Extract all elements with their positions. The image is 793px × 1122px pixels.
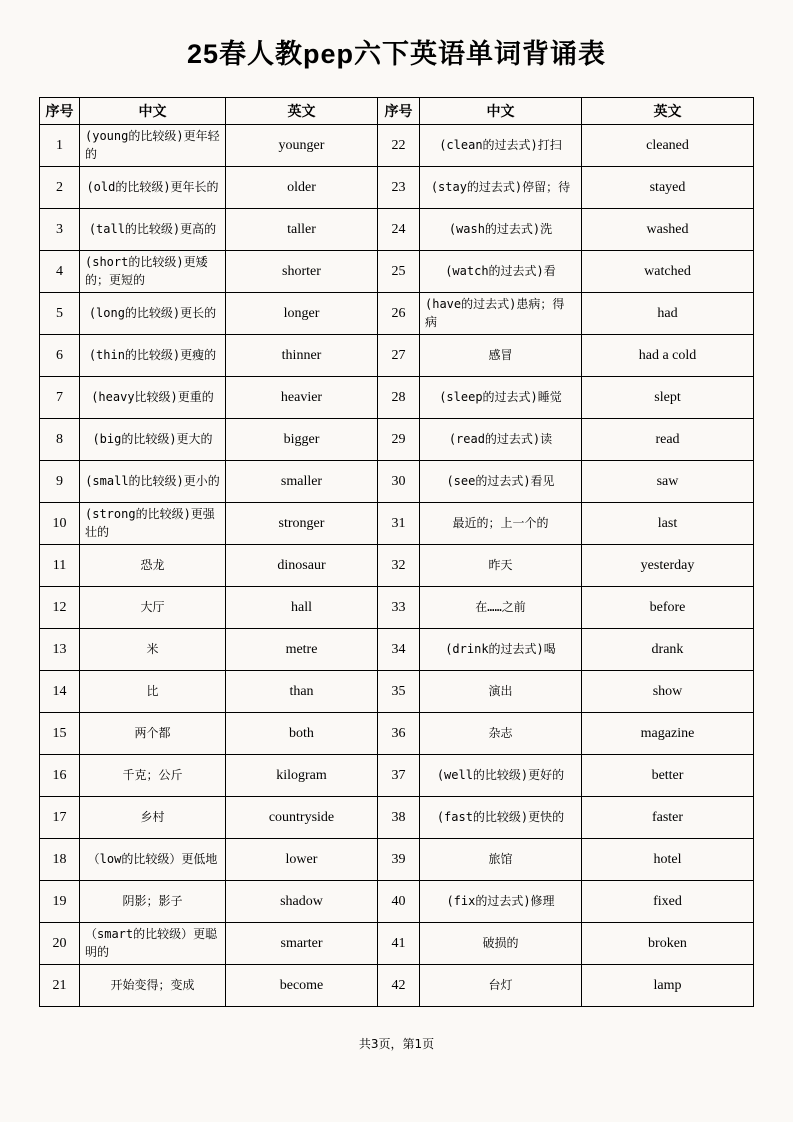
cell-number-right-text: 33 (391, 599, 406, 615)
cell-number-right (378, 461, 420, 503)
cell-chinese-right (420, 587, 582, 629)
cell-number-left (40, 797, 80, 839)
table-row (40, 713, 754, 755)
header-cell-num-right: 序号 (378, 98, 420, 125)
cell-number-right-text: 35 (391, 683, 406, 699)
cell-chinese-left-text: (long的比较级)更长的 (88, 305, 217, 320)
cell-number-left-text: 10 (52, 515, 67, 531)
cell-number-left-text: 17 (52, 809, 67, 825)
cell-number-right (378, 377, 420, 419)
cell-english-right (582, 713, 754, 755)
cell-english-left (226, 377, 378, 419)
cell-chinese-right (420, 461, 582, 503)
cell-chinese-right-text: (fast的比较级)更快的 (436, 809, 565, 824)
cell-english-left-text: heavier (280, 389, 323, 405)
cell-english-left (226, 251, 378, 293)
cell-number-left (40, 923, 80, 965)
cell-chinese-left (80, 503, 226, 545)
cell-number-left-text: 1 (56, 137, 63, 153)
cell-chinese-right (420, 251, 582, 293)
cell-chinese-right-text: 昨天 (488, 557, 513, 572)
cell-chinese-left-text: (tall的比较级)更高的 (88, 221, 217, 236)
cell-chinese-right-text: 破损的 (482, 935, 519, 950)
cell-number-left (40, 125, 80, 167)
cell-number-left-text: 14 (52, 683, 67, 699)
table-row (40, 923, 754, 965)
cell-number-left (40, 839, 80, 881)
table-row (40, 419, 754, 461)
cell-number-left-text: 4 (56, 263, 63, 279)
cell-chinese-right (420, 167, 582, 209)
cell-chinese-left-text: （low的比较级）更低地 (87, 851, 218, 866)
cell-number-left-text: 7 (56, 389, 63, 405)
cell-chinese-right (420, 209, 582, 251)
cell-chinese-right-text: (well的比较级)更好的 (436, 767, 565, 782)
cell-english-right-text: better (651, 767, 684, 783)
header-row (40, 98, 754, 125)
cell-chinese-right-text: 感冒 (488, 347, 513, 362)
table-row (40, 797, 754, 839)
cell-english-left-text: metre (285, 641, 318, 657)
cell-chinese-right-text: 旅馆 (488, 851, 513, 866)
cell-number-right-text: 40 (391, 893, 406, 909)
cell-number-right (378, 797, 420, 839)
cell-english-left-text: younger (278, 137, 325, 153)
cell-chinese-right (420, 335, 582, 377)
cell-chinese-right (420, 503, 582, 545)
cell-english-left (226, 629, 378, 671)
cell-chinese-right (420, 629, 582, 671)
cell-number-left (40, 965, 80, 1007)
cell-english-right (582, 839, 754, 881)
cell-number-right-text: 41 (391, 935, 406, 951)
cell-english-right-text: slept (654, 389, 681, 405)
cell-number-left-text: 6 (56, 347, 63, 363)
table-row (40, 377, 754, 419)
page-footer: 共3页，第1页 (358, 1037, 435, 1051)
table-row (40, 125, 754, 167)
cell-number-left (40, 629, 80, 671)
cell-english-left-text: become (279, 977, 324, 993)
cell-english-right-text: drank (651, 641, 684, 657)
cell-chinese-right (420, 755, 582, 797)
cell-english-left (226, 461, 378, 503)
cell-chinese-left-text: 大厅 (140, 599, 165, 614)
cell-chinese-left (80, 923, 226, 965)
table-row (40, 881, 754, 923)
cell-number-right-text: 27 (391, 347, 406, 363)
cell-english-right (582, 797, 754, 839)
cell-english-left-text: countryside (268, 809, 335, 825)
cell-number-right (378, 923, 420, 965)
cell-number-right (378, 713, 420, 755)
cell-chinese-left (80, 209, 226, 251)
cell-chinese-left-text: (strong的比较级)更强壮的 (85, 507, 215, 539)
cell-english-left (226, 839, 378, 881)
table-body (40, 125, 754, 1007)
cell-english-left (226, 797, 378, 839)
cell-english-right-text: lamp (653, 977, 682, 993)
cell-chinese-left (80, 881, 226, 923)
vocab-table (39, 97, 754, 1007)
cell-english-left (226, 587, 378, 629)
cell-number-left (40, 671, 80, 713)
cell-chinese-left-text: 千克；公斤 (122, 767, 183, 782)
cell-chinese-right (420, 419, 582, 461)
cell-english-right (582, 965, 754, 1007)
cell-number-right (378, 629, 420, 671)
table-row (40, 251, 754, 293)
cell-number-left (40, 419, 80, 461)
cell-number-right-text: 38 (391, 809, 406, 825)
cell-number-right-text: 31 (391, 515, 406, 531)
cell-chinese-right (420, 377, 582, 419)
cell-chinese-left-text: 开始变得；变成 (110, 977, 195, 992)
cell-chinese-right-text: (fix的过去式)修理 (446, 893, 555, 908)
cell-english-right (582, 629, 754, 671)
cell-english-left (226, 713, 378, 755)
cell-chinese-right (420, 881, 582, 923)
cell-english-right-text: watched (644, 263, 691, 279)
cell-chinese-left-text: 两个都 (134, 725, 171, 740)
cell-english-left (226, 881, 378, 923)
cell-chinese-right-text: (stay的过去式)停留；待 (430, 179, 571, 194)
cell-chinese-left (80, 713, 226, 755)
cell-english-right-text: hotel (653, 851, 682, 867)
cell-number-left (40, 461, 80, 503)
cell-number-right-text: 22 (391, 137, 406, 153)
cell-number-left (40, 377, 80, 419)
table-row (40, 671, 754, 713)
cell-chinese-right-text: 台灯 (488, 977, 513, 992)
cell-english-right-text: had (657, 305, 678, 321)
cell-english-right-text: yesterday (640, 557, 695, 573)
cell-number-right (378, 503, 420, 545)
cell-number-right (378, 293, 420, 335)
cell-number-right (378, 755, 420, 797)
cell-number-right-text: 39 (391, 851, 406, 867)
cell-chinese-left (80, 671, 226, 713)
cell-english-right (582, 755, 754, 797)
cell-chinese-left-text: 比 (146, 683, 159, 698)
cell-chinese-right-text: (wash的过去式)洗 (448, 221, 553, 236)
cell-english-right (582, 167, 754, 209)
cell-number-right (378, 209, 420, 251)
cell-english-left-text: stronger (278, 515, 325, 531)
cell-english-right-text: magazine (640, 725, 695, 741)
cell-chinese-left (80, 545, 226, 587)
cell-number-left (40, 881, 80, 923)
table-row (40, 545, 754, 587)
cell-english-left-text: lower (285, 851, 318, 867)
cell-chinese-left (80, 755, 226, 797)
cell-number-right (378, 587, 420, 629)
table-row (40, 503, 754, 545)
cell-number-left-text: 15 (52, 725, 67, 741)
table-row (40, 167, 754, 209)
cell-chinese-left-text: 米 (146, 641, 159, 656)
cell-english-right (582, 461, 754, 503)
cell-english-left-text: shadow (280, 893, 323, 909)
cell-number-left (40, 587, 80, 629)
cell-english-left (226, 167, 378, 209)
cell-chinese-left-text: (heavy比较级)更重的 (91, 389, 214, 404)
cell-number-right-text: 36 (391, 725, 406, 741)
cell-number-left-text: 3 (56, 221, 63, 237)
cell-english-right-text: read (655, 431, 680, 447)
cell-number-right (378, 671, 420, 713)
cell-english-left-text: smarter (280, 935, 323, 951)
cell-chinese-right (420, 125, 582, 167)
cell-chinese-left (80, 125, 226, 167)
cell-english-left (226, 419, 378, 461)
cell-number-right-text: 30 (391, 473, 406, 489)
cell-english-left-text: thinner (281, 347, 322, 363)
cell-english-left-text: smaller (280, 473, 323, 489)
cell-number-right-text: 32 (391, 557, 406, 573)
cell-english-left-text: hall (291, 599, 312, 615)
cell-chinese-right (420, 965, 582, 1007)
cell-chinese-right (420, 923, 582, 965)
cell-chinese-left (80, 335, 226, 377)
header-cell-cn-left: 中文 (80, 98, 226, 125)
cell-english-right (582, 671, 754, 713)
cell-chinese-left-text: 乡村 (140, 809, 165, 824)
cell-english-right-text: last (657, 515, 678, 531)
cell-number-left-text: 5 (56, 305, 63, 321)
cell-english-right (582, 419, 754, 461)
cell-chinese-left-text: 恐龙 (140, 557, 165, 572)
cell-english-right-text: cleaned (646, 137, 689, 153)
cell-number-left-text: 20 (52, 935, 67, 951)
cell-english-left-text: than (289, 683, 314, 699)
cell-number-left (40, 545, 80, 587)
cell-english-left-text: bigger (283, 431, 320, 447)
cell-english-left (226, 503, 378, 545)
cell-number-right-text: 25 (391, 263, 406, 279)
header-cell-en-left: 英文 (226, 98, 378, 125)
cell-english-right-text: faster (651, 809, 684, 825)
cell-number-left-text: 9 (56, 473, 63, 489)
cell-chinese-right-text: 杂志 (488, 725, 513, 740)
header-cell-num-left: 序号 (40, 98, 80, 125)
cell-chinese-left (80, 587, 226, 629)
cell-chinese-left (80, 167, 226, 209)
cell-chinese-right-text: (see的过去式)看见 (446, 473, 555, 488)
cell-number-right (378, 881, 420, 923)
cell-english-left-text: taller (287, 221, 316, 237)
table-row (40, 461, 754, 503)
cell-chinese-right (420, 545, 582, 587)
cell-english-left (226, 293, 378, 335)
cell-number-right-text: 42 (391, 977, 406, 993)
cell-english-right (582, 209, 754, 251)
cell-english-right (582, 125, 754, 167)
cell-number-right (378, 965, 420, 1007)
cell-english-right (582, 587, 754, 629)
cell-number-left-text: 19 (52, 893, 67, 909)
cell-number-left (40, 209, 80, 251)
cell-english-right-text: broken (648, 935, 687, 951)
cell-chinese-left-text: (old的比较级)更年长的 (86, 179, 219, 194)
cell-chinese-left-text: (young的比较级)更年轻的 (85, 129, 220, 161)
cell-number-right (378, 167, 420, 209)
cell-english-right-text: show (652, 683, 683, 699)
table-row (40, 587, 754, 629)
cell-number-right (378, 335, 420, 377)
cell-chinese-right-text: (drink的过去式)喝 (445, 641, 556, 656)
cell-number-left (40, 335, 80, 377)
cell-english-left-text: shorter (282, 263, 321, 279)
cell-number-left (40, 503, 80, 545)
cell-chinese-left-text: (thin的比较级)更瘦的 (88, 347, 217, 362)
table-row (40, 965, 754, 1007)
cell-english-left (226, 671, 378, 713)
cell-number-left (40, 713, 80, 755)
cell-chinese-right (420, 713, 582, 755)
cell-chinese-right (420, 797, 582, 839)
cell-english-left (226, 125, 378, 167)
page-title: 25春人教pep六下英语单词背诵表 (186, 39, 607, 69)
cell-number-right (378, 125, 420, 167)
cell-number-right-text: 26 (391, 305, 406, 321)
cell-chinese-left-text: (small的比较级)更小的 (85, 473, 220, 488)
cell-number-left (40, 293, 80, 335)
cell-chinese-right-text: (clean的过去式)打扫 (439, 137, 562, 152)
cell-chinese-left (80, 839, 226, 881)
cell-number-right (378, 419, 420, 461)
cell-chinese-left (80, 461, 226, 503)
cell-english-left-text: kilogram (276, 767, 327, 783)
cell-chinese-left-text: （smart的比较级）更聪明的 (85, 927, 218, 959)
cell-english-right-text: stayed (649, 179, 686, 195)
cell-chinese-left (80, 629, 226, 671)
cell-number-right-text: 34 (391, 641, 406, 657)
cell-number-right (378, 839, 420, 881)
cell-chinese-left (80, 965, 226, 1007)
cell-number-left-text: 12 (52, 599, 67, 615)
cell-english-left (226, 965, 378, 1007)
cell-number-left-text: 16 (52, 767, 67, 783)
cell-english-right (582, 923, 754, 965)
cell-number-left (40, 167, 80, 209)
cell-chinese-right-text: (have的过去式)患病；得病 (425, 297, 565, 329)
cell-english-left (226, 545, 378, 587)
cell-english-right (582, 335, 754, 377)
cell-english-left-text: dinosaur (277, 557, 326, 573)
cell-number-right (378, 545, 420, 587)
cell-chinese-right-text: 在……之前 (475, 599, 526, 614)
cell-number-left-text: 13 (52, 641, 67, 657)
cell-number-left-text: 11 (52, 557, 67, 573)
cell-number-left-text: 2 (56, 179, 63, 195)
cell-english-left (226, 209, 378, 251)
cell-english-right (582, 251, 754, 293)
cell-english-left (226, 755, 378, 797)
cell-chinese-right-text: (watch的过去式)看 (445, 263, 556, 278)
cell-number-right-text: 28 (391, 389, 406, 405)
cell-english-left-text: both (289, 725, 314, 741)
cell-number-right-text: 37 (391, 767, 406, 783)
cell-chinese-right-text: 演出 (488, 683, 513, 698)
cell-english-right-text: washed (646, 221, 689, 237)
cell-chinese-left-text: (short的比较级)更矮的；更短的 (85, 255, 208, 287)
cell-chinese-right (420, 671, 582, 713)
cell-english-right (582, 503, 754, 545)
cell-english-left-text: longer (283, 305, 320, 321)
cell-chinese-right (420, 293, 582, 335)
cell-chinese-right-text: (read的过去式)读 (448, 431, 553, 446)
cell-chinese-right-text: 最近的；上一个的 (452, 515, 549, 530)
header-cell-cn-right: 中文 (420, 98, 582, 125)
cell-number-left-text: 21 (52, 977, 67, 993)
cell-english-right (582, 293, 754, 335)
cell-chinese-left (80, 797, 226, 839)
cell-number-left (40, 251, 80, 293)
cell-english-right-text: before (649, 599, 686, 615)
header-cell-en-right: 英文 (582, 98, 754, 125)
cell-chinese-left (80, 293, 226, 335)
cell-number-right-text: 23 (391, 179, 406, 195)
cell-english-right-text: fixed (653, 893, 682, 909)
cell-number-right-text: 24 (391, 221, 406, 237)
cell-chinese-right (420, 839, 582, 881)
table-row (40, 335, 754, 377)
cell-chinese-left (80, 419, 226, 461)
cell-number-left-text: 8 (56, 431, 63, 447)
cell-number-left (40, 755, 80, 797)
cell-chinese-left-text: 阴影；影子 (122, 893, 183, 908)
cell-english-left (226, 335, 378, 377)
cell-number-right (378, 251, 420, 293)
table-row (40, 293, 754, 335)
table-row (40, 629, 754, 671)
cell-english-right-text: saw (656, 473, 679, 489)
table-header (40, 98, 754, 125)
cell-english-right (582, 545, 754, 587)
cell-english-left (226, 923, 378, 965)
table-row (40, 755, 754, 797)
cell-english-right (582, 377, 754, 419)
cell-english-right (582, 881, 754, 923)
table-row (40, 839, 754, 881)
table-row (40, 209, 754, 251)
cell-chinese-left (80, 251, 226, 293)
cell-english-left-text: older (287, 179, 316, 195)
cell-chinese-left (80, 377, 226, 419)
cell-chinese-left-text: (big的比较级)更大的 (92, 431, 213, 446)
cell-number-left-text: 18 (52, 851, 67, 867)
cell-chinese-right-text: (sleep的过去式)睡觉 (439, 389, 562, 404)
cell-number-right-text: 29 (391, 431, 406, 447)
cell-english-right-text: had a cold (638, 347, 697, 363)
